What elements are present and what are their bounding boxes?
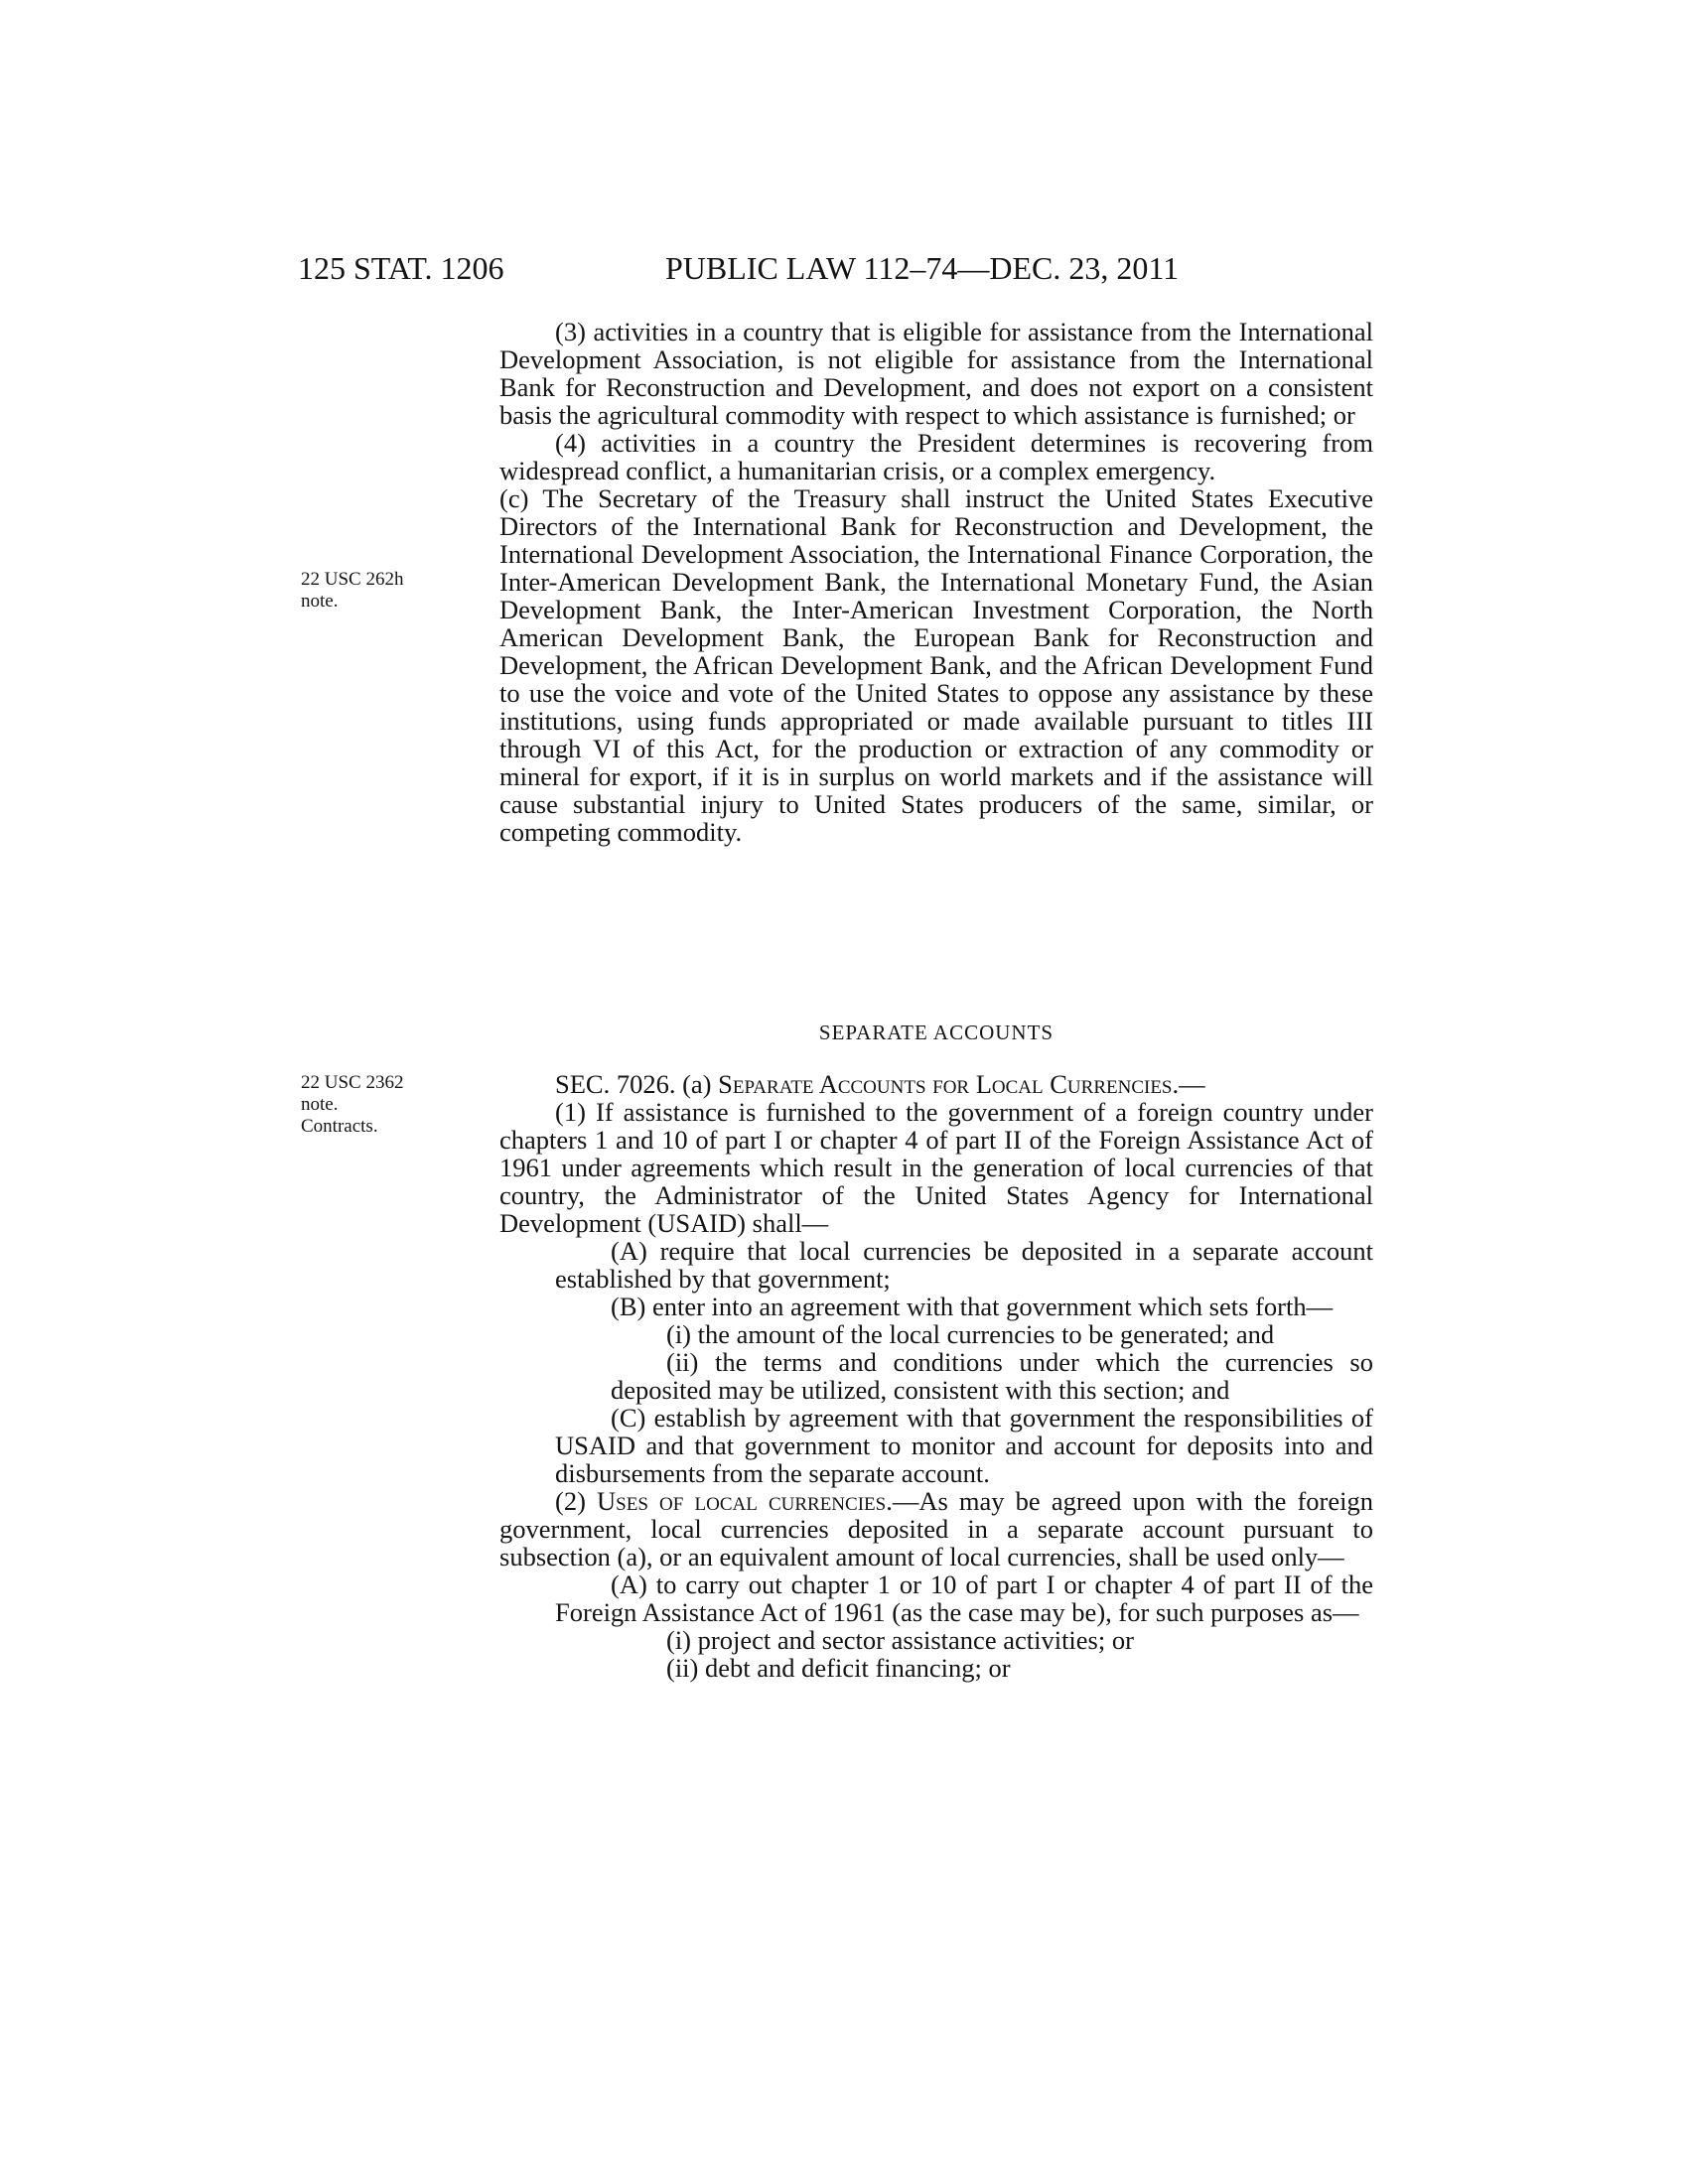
subsection-heading: Separate Accounts for Local Currencies.—: [718, 1069, 1205, 1099]
body-text-block-2: [499, 1070, 1373, 1682]
margin-note-usc-2362: [301, 1072, 440, 1138]
margin-note-line: note.: [301, 591, 339, 612]
margin-note-line: 22 USC 2362: [301, 1072, 404, 1093]
page-header: [298, 248, 1390, 288]
margin-note-usc-262h: [301, 569, 440, 613]
paragraph-3: (3) activities in a country that is eligible for assistance from the International Development Association, is not eligible for assistance from the International Bank for Reconstruction and Development, and does not export on a consistent basis the agricultural commodity with respect to which assistance is furnished; or: [499, 317, 1373, 430]
paragraph-c: (c) The Secretary of the Treasury shall instruct the United States Executive Directors of the International Bank for Reconstruction and Development, the International Development Association, the International Finance Corporation, the Inter-American Development Bank, the International Monetary Fund, the Asian Development Bank, the Inter-American Investment Corporation, the North American Development Bank, the European Bank for Reconstruction and Development, the African Development Bank, and the African Development Fund to use the voice and vote of the United States to oppose any assistance by these institutions, using funds appropriated or made available pursuant to titles III through VI of this Act, for the production or extraction of any commodity or mineral for export, if it is in surplus on world markets and if the assistance will cause substantial injury to United States producers of the same, similar, or competing commodity.: [499, 483, 1373, 847]
paragraph-2: [499, 1487, 1373, 1570]
section-number: SEC. 7026. (a): [555, 1069, 719, 1099]
paragraph-1: (1) If assistance is furnished to the government of a foreign country under chapters 1 and 10 of part I or chapter 4 of part II of the Foreign Assistance Act of 1961 under agreements which result in the generation of local currencies of that country, the Administrator of the United States Agency for International Development (USAID) shall—: [499, 1097, 1373, 1238]
margin-note-line: note.: [301, 1094, 339, 1115]
section-7026-heading: [499, 1070, 1373, 1098]
law-title: PUBLIC LAW 112–74—DEC. 23, 2011: [665, 250, 1180, 286]
paragraph-B: (B) enter into an agreement with that government which sets forth—: [611, 1292, 1334, 1321]
stat-citation: 125 STAT. 1206: [298, 250, 504, 286]
margin-note-line: 22 USC 262h: [301, 569, 404, 590]
section-heading: SEPARATE ACCOUNTS: [818, 1021, 1055, 1044]
paragraph-B-i: (i) the amount of the local currencies to be generated; and: [666, 1319, 1275, 1349]
paragraph-2-heading: Uses of local currencies.: [597, 1486, 893, 1516]
paragraph-2-A: (A) to carry out chapter 1 or 10 of part I or chapter 4 of part II of the Foreign Assistance Act of 1961 (as the case may be), for such purposes as—: [555, 1570, 1373, 1627]
body-text-block-1: [499, 318, 1373, 846]
paragraph-2-number: (2): [555, 1486, 598, 1516]
paragraph-4: (4) activities in a country the President determines is recovering from widespread conflict, a humanitarian crisis, or a complex emergency.: [499, 428, 1373, 485]
paragraph-B-ii: (ii) the terms and conditions under which the currencies so deposited may be utilized, consistent with this section; and: [611, 1347, 1373, 1405]
paragraph-C: (C) establish by agreement with that government the responsibilities of USAID and that government to monitor and account for deposits into and disbursements from the separate account.: [555, 1403, 1373, 1488]
margin-note-line: Contracts.: [301, 1116, 378, 1137]
paragraph-2-A-i: (i) project and sector assistance activities; or: [666, 1625, 1134, 1655]
paragraph-2-A-ii: (ii) debt and deficit financing; or: [666, 1653, 1011, 1683]
paragraph-A: (A) require that local currencies be deposited in a separate account established by that government;: [555, 1236, 1373, 1294]
paragraph-2-text: —As may be agreed upon with the foreign government, local currencies deposited in a separate account pursuant to subsection (a), or an equivalent amount of local currencies, shall be used only—: [499, 1486, 1374, 1571]
